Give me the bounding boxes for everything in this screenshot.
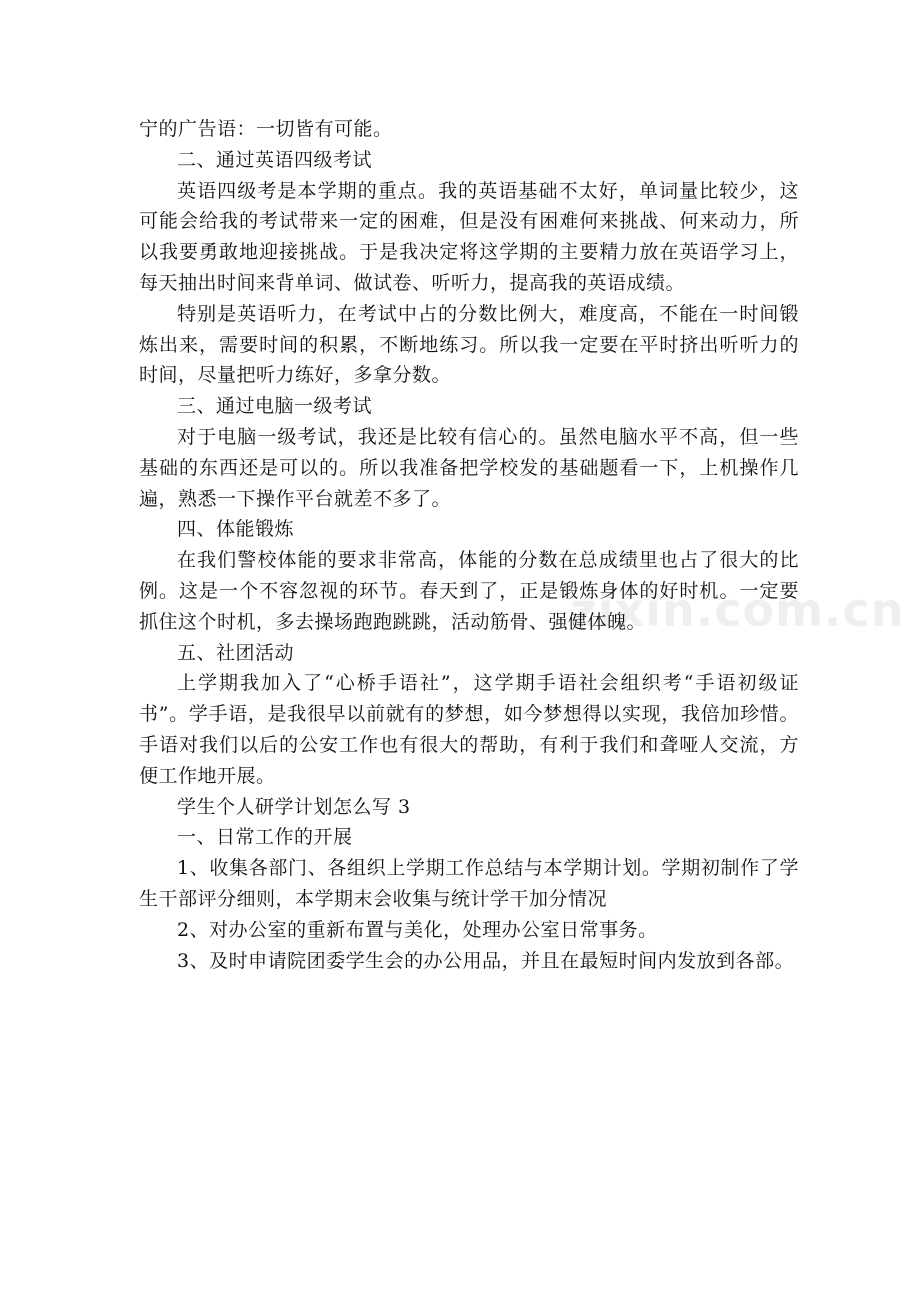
paragraph: 特别是英语听力，在考试中占的分数比例大，难度高，不能在一时间锻炼出来，需要时间的积累，不断地练习。所以我一定要在平时挤出听听力的时间，尽量把听力练好，多拿分数。 <box>139 302 799 387</box>
paragraph: 上学期我加入了“心桥手语社”，这学期手语社会组织考“手语初级证书”。学手语，是我很早以前就有的梦想，如今梦想得以实现，我倍加珍惜。手语对我们以后的公安工作也有很大的帮助，有利于我们和聋哑人交流，方便工作地开展。 <box>139 672 799 787</box>
section-heading-5: 五、社团活动 <box>177 641 295 664</box>
document-body <box>139 114 799 976</box>
section-heading-2: 二、通过英语四级考试 <box>177 148 373 171</box>
list-item: 3、及时申请院团委学生会的办公用品，并且在最短时间内发放到各部。 <box>177 949 795 972</box>
list-item: 2、对办公室的重新布置与美化，处理办公室日常事务。 <box>177 918 658 941</box>
article-title: 学生个人研学计划怎么写 3 <box>177 795 411 818</box>
section-heading-1: 一、日常工作的开展 <box>177 826 353 849</box>
paragraph: 英语四级考是本学期的重点。我的英语基础不太好，单词量比较少，这可能会给我的考试带来一定的困难，但是没有困难何来挑战、何来动力，所以我要勇敢地迎接挑战。于是我决定将这学期的主要精力放在英语学习上，每天抽出时间来背单词、做试卷、听听力，提高我的英语成绩。 <box>139 179 799 294</box>
paragraph-continuation: 宁的广告语：一切皆有可能。 <box>139 118 393 140</box>
list-item: 1、收集各部门、各组织上学期工作总结与本学期计划。学期初制作了学生干部评分细则，本学期末会收集与统计学干加分情况 <box>139 857 799 910</box>
section-heading-4: 四、体能锻炼 <box>177 518 295 541</box>
watermark: zixin.com.cn <box>570 583 905 637</box>
section-heading-3: 三、通过电脑一级考试 <box>177 395 373 418</box>
paragraph: 在我们警校体能的要求非常高，体能的分数在总成绩里也占了很大的比例。这是一个不容忽视的环节。春天到了，正是锻炼身体的好时机。一定要抓住这个时机，多去操场跑跑跳跳，活动筋骨、强健体魄。 <box>139 549 799 633</box>
paragraph: 对于电脑一级考试，我还是比较有信心的。虽然电脑水平不高，但一些基础的东西还是可以的。所以我准备把学校发的基础题看一下，上机操作几遍，熟悉一下操作平台就差不多了。 <box>139 425 799 510</box>
